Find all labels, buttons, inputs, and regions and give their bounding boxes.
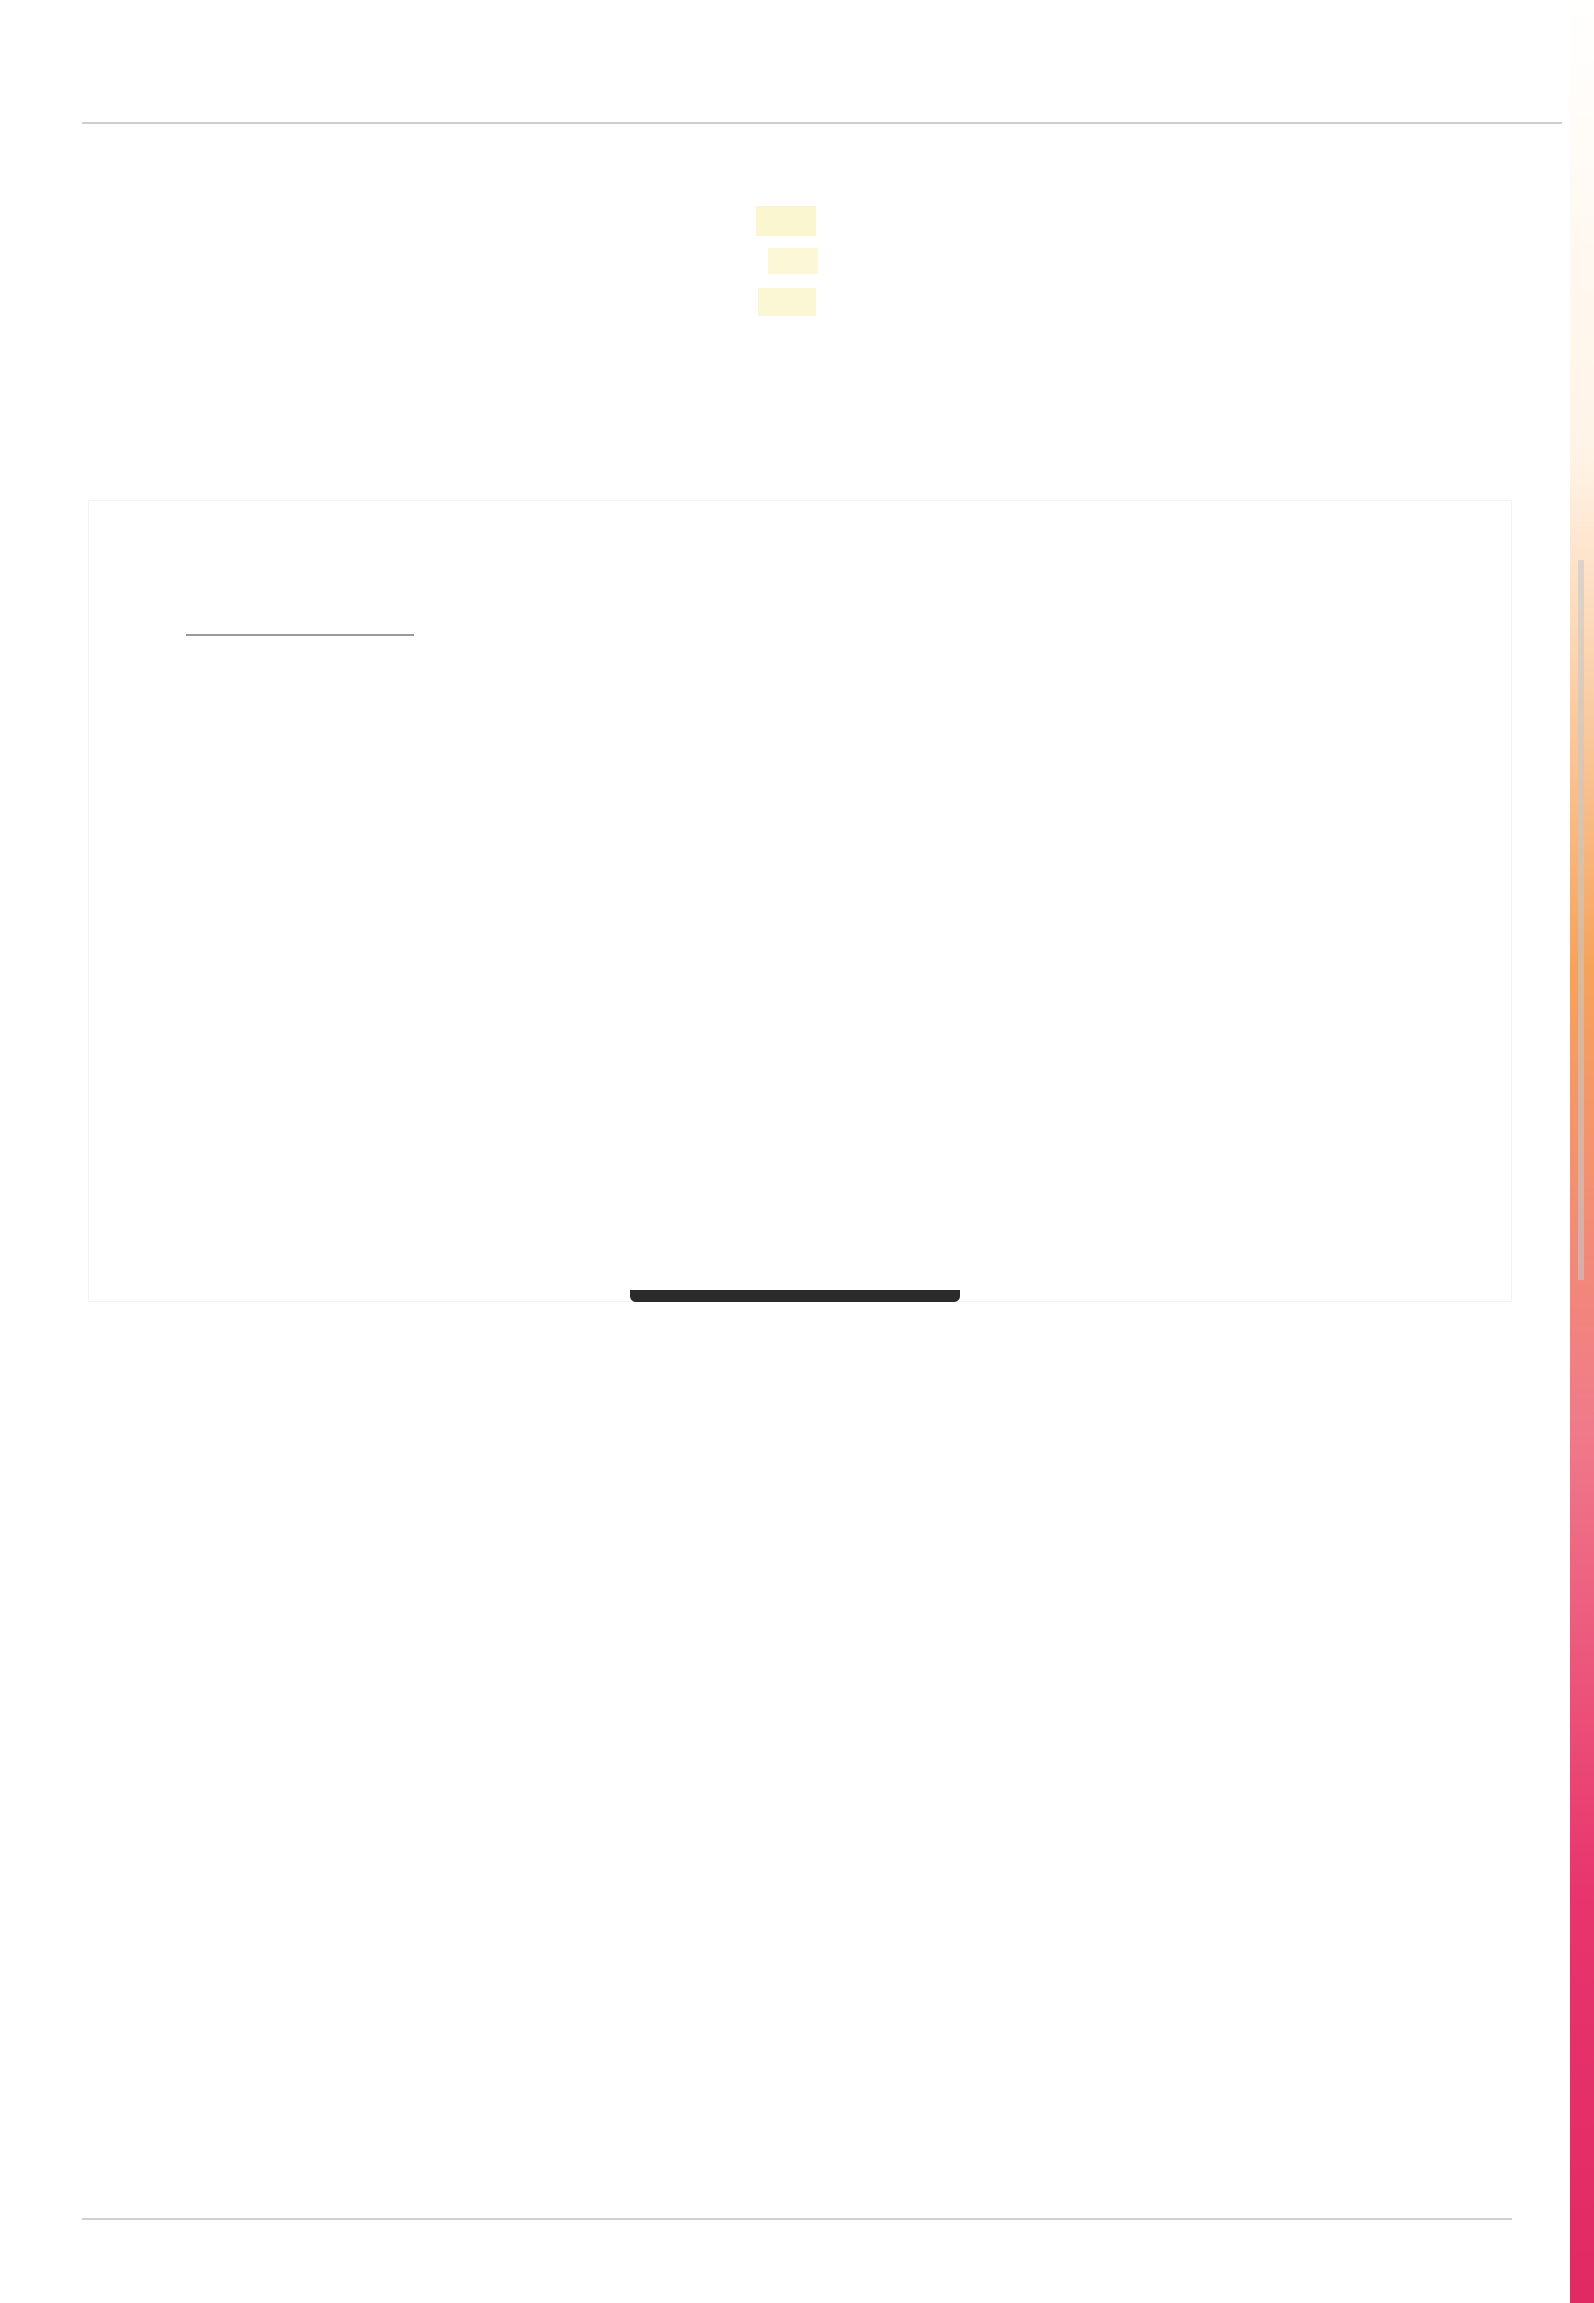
photo-caption-bar	[630, 1290, 960, 1302]
body-column-1-top	[82, 676, 414, 680]
bottom-rule	[82, 2218, 1512, 2220]
top-rule	[82, 122, 1594, 124]
byline-rule	[186, 634, 414, 636]
page-edge-shadow	[1578, 560, 1584, 1280]
decorative-mark	[748, 196, 838, 326]
feature-photo	[88, 500, 1512, 1302]
